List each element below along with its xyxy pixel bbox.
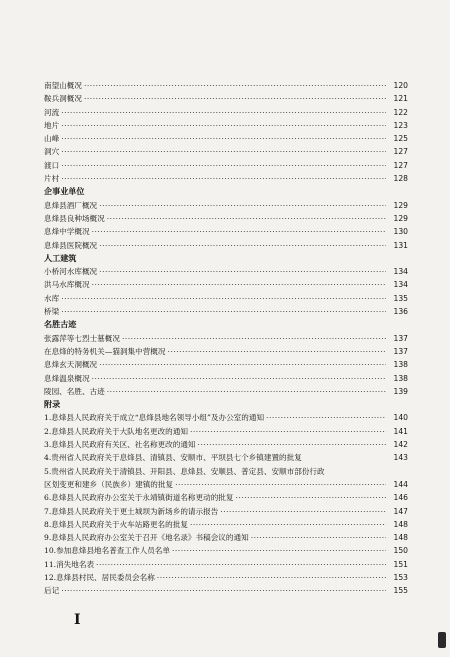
toc-entry[interactable] — [44, 531, 408, 544]
toc-page-number: 127 — [393, 147, 408, 157]
toc-leader-dots — [84, 79, 386, 92]
toc-entry-title: 在息烽的特务机关—猫洞集中营概况 — [44, 346, 166, 356]
toc-entry[interactable] — [44, 172, 408, 185]
toc-leader-dots — [61, 106, 386, 119]
toc-entry[interactable] — [44, 558, 408, 571]
toc-leader-dots — [220, 505, 386, 518]
toc-page-number: 138 — [393, 360, 408, 370]
page-folio: I — [74, 612, 81, 628]
toc-entry-title: 片村 — [44, 174, 60, 184]
toc-entry[interactable] — [44, 438, 408, 451]
toc-entry[interactable] — [44, 358, 408, 371]
toc-entry[interactable] — [44, 92, 408, 105]
toc-page-number: 143 — [393, 453, 408, 463]
toc-leader-dots — [168, 345, 387, 358]
toc-entry-title: 8.息烽县人民政府关于火车站路更名的批复 — [44, 519, 188, 529]
toc-leader-dots — [122, 332, 386, 345]
toc-entry[interactable] — [44, 465, 408, 492]
toc-entry-title: 息烽玄天洞概况 — [44, 360, 98, 370]
toc-entry-title: 12.息烽县村民、居民委员会名称 — [44, 572, 155, 582]
toc-page-number: 120 — [393, 81, 408, 90]
toc-entry[interactable] — [44, 332, 408, 345]
toc-page-number: 147 — [393, 506, 408, 516]
toc-leader-dots — [190, 518, 386, 531]
toc-leader-dots — [61, 145, 386, 158]
toc-leader-dots — [175, 478, 386, 491]
toc-section-heading: 企事业单位 — [44, 186, 85, 197]
toc-page-number: 148 — [393, 533, 408, 543]
toc-entry[interactable] — [44, 571, 408, 584]
toc-entry-title: 洞穴 — [44, 147, 60, 157]
toc-page-number: 137 — [393, 333, 408, 343]
toc-page-number: 141 — [393, 426, 408, 436]
toc-entry-title: 山峰 — [44, 134, 60, 144]
toc-entry-title: 息烽县医院概况 — [44, 240, 98, 250]
toc-entry[interactable] — [44, 292, 408, 305]
toc-leader-dots — [92, 278, 386, 291]
toc-entry-title: 4.贵州省人民政府关于息烽县、清镇县、安顺市、平坝县七个乡镇建置的批复 — [44, 453, 302, 463]
toc-leader-dots — [251, 531, 386, 544]
toc-page-number: 155 — [393, 586, 408, 596]
toc-page-number: 150 — [393, 546, 408, 556]
toc-entry-title-line1: 5.贵州省人民政府关于清镇县、开阳县、息烽县、安顺县、普定县、安顺市部份行政 — [44, 466, 325, 476]
toc-leader-dots — [61, 132, 386, 145]
toc-entry-title: 水库 — [44, 293, 60, 303]
toc-entry[interactable] — [44, 372, 408, 385]
toc-entry[interactable] — [44, 505, 408, 518]
toc-page-number: 137 — [393, 346, 408, 356]
toc-leader-dots — [61, 292, 386, 305]
toc-page-number: 148 — [393, 519, 408, 529]
table-of-contents — [44, 79, 408, 598]
toc-entry[interactable] — [44, 278, 408, 291]
toc-entry[interactable] — [44, 159, 408, 172]
toc-entry[interactable] — [44, 225, 408, 238]
toc-entry[interactable] — [44, 265, 408, 278]
toc-entry-title: 息烽温泉概况 — [44, 373, 90, 383]
toc-page-number: 144 — [393, 479, 408, 489]
scan-edge-mark — [438, 632, 446, 648]
toc-entry[interactable] — [44, 584, 408, 597]
toc-page-number: 121 — [393, 94, 408, 104]
toc-page-number: 127 — [393, 160, 408, 170]
toc-entry-title: 桥梁 — [44, 307, 60, 317]
toc-page-number: 129 — [393, 213, 408, 223]
toc-page-number: 135 — [393, 293, 408, 303]
toc-entry[interactable] — [44, 305, 408, 318]
toc-leader-dots — [236, 491, 387, 504]
toc-entry[interactable] — [44, 199, 408, 212]
toc-leader-dots — [198, 438, 386, 451]
toc-leader-dots — [190, 425, 386, 438]
toc-page-number: 139 — [393, 386, 408, 396]
toc-entry-title: 地片 — [44, 120, 60, 130]
toc-entry-title: 9.息烽县人民政府办公室关于召开《地名录》书稿会议的通知 — [44, 533, 249, 543]
toc-page-number: 140 — [393, 413, 408, 423]
toc-entry[interactable] — [44, 544, 408, 557]
toc-entry-title-line2: 区划变更和建乡（民族乡）建镇的批复 — [44, 479, 174, 489]
toc-entry-title: 息烽中学概况 — [44, 227, 90, 237]
toc-entry[interactable] — [44, 451, 408, 464]
toc-page-number: 130 — [393, 227, 408, 237]
toc-entry-title: 息烽县良种场概况 — [44, 213, 105, 223]
toc-leader-dots — [107, 212, 386, 225]
toc-leader-dots — [61, 172, 386, 185]
toc-entry-title: 10.参加息烽县地名普查工作人员名单 — [44, 546, 170, 556]
toc-page-number: 138 — [393, 373, 408, 383]
toc-page-number: 129 — [393, 200, 408, 210]
toc-page-number: 151 — [393, 559, 408, 569]
toc-entry-title: 河流 — [44, 107, 60, 117]
toc-entry[interactable] — [44, 212, 408, 225]
toc-leader-dots — [172, 544, 386, 557]
toc-entry[interactable] — [44, 239, 408, 252]
toc-entry[interactable] — [44, 119, 408, 132]
toc-leader-dots — [107, 385, 386, 398]
toc-section-heading: 人工建筑 — [44, 252, 77, 263]
toc-entry-title: 南望山概况 — [44, 81, 82, 90]
toc-page-number: 128 — [393, 174, 408, 184]
toc-leader-dots — [92, 372, 386, 385]
toc-entry-title: 3.息烽县人民政府有关区、社名称更改的通知 — [44, 440, 196, 450]
toc-leader-dots — [92, 225, 386, 238]
toc-leader-dots — [157, 571, 386, 584]
toc-entry[interactable] — [44, 145, 408, 158]
toc-entry-title: 洪马水库概况 — [44, 280, 90, 290]
toc-entry-title: 鞍兵洞概况 — [44, 94, 82, 104]
toc-leader-dots — [61, 305, 386, 318]
toc-leader-dots — [99, 358, 386, 371]
toc-page-number: 134 — [393, 267, 408, 277]
toc-entry-title: 6.息烽县人民政府办公室关于永靖镇街道名称更动的批复 — [44, 493, 234, 503]
toc-entry[interactable] — [44, 345, 408, 358]
toc-entry[interactable] — [44, 491, 408, 504]
toc-section-heading: 附录 — [44, 399, 61, 410]
toc-page-number: 136 — [393, 307, 408, 317]
toc-page-number: 131 — [393, 240, 408, 250]
toc-leader-dots — [84, 92, 386, 105]
toc-entry[interactable] — [44, 132, 408, 145]
toc-leader-dots — [61, 159, 386, 172]
toc-entry-title: 7.息烽县人民政府关于更土城坝为新场乡的请示报告 — [44, 506, 219, 516]
toc-leader-dots — [99, 239, 386, 252]
toc-page-number: 146 — [393, 493, 408, 503]
toc-entry[interactable] — [44, 79, 408, 92]
toc-page-number: 153 — [393, 572, 408, 582]
toc-entry[interactable] — [44, 518, 408, 531]
toc-entry[interactable] — [44, 106, 408, 119]
toc-page-number: 122 — [393, 107, 408, 117]
toc-entry-title: 息烽县酒厂概况 — [44, 200, 98, 210]
toc-leader-dots — [61, 119, 386, 132]
toc-section-heading: 名胜古迹 — [44, 319, 77, 330]
toc-entry-title: 后记 — [44, 586, 60, 596]
toc-page-number: 142 — [393, 440, 408, 450]
toc-entry-title: 小桥河水库概况 — [44, 267, 98, 277]
toc-leader-dots — [99, 265, 386, 278]
toc-leader-dots — [266, 411, 386, 424]
toc-page-number: 123 — [393, 120, 408, 130]
toc-page-number: 134 — [393, 280, 408, 290]
toc-entry-title: 张露萍等七烈士墓概况 — [44, 333, 120, 343]
toc-entry[interactable] — [44, 411, 408, 424]
toc-entry-title: 1.息烽县人民政府关于成立“息烽县地名领导小组”及办公室的通知 — [44, 413, 265, 423]
toc-entry-title: 渡口 — [44, 160, 60, 170]
toc-entry-title: 陵园、名胜、古迹 — [44, 386, 105, 396]
toc-leader-dots — [96, 558, 386, 571]
toc-leader-dots — [99, 199, 386, 212]
toc-entry[interactable] — [44, 385, 408, 398]
toc-entry-title: 2.息烽县人民政府关于大队地名更改的通知 — [44, 426, 188, 436]
toc-entry[interactable] — [44, 425, 408, 438]
toc-page-number: 125 — [393, 134, 408, 144]
toc-entry-title: 11.消失地名表 — [44, 559, 95, 569]
toc-leader-dots — [61, 584, 386, 597]
